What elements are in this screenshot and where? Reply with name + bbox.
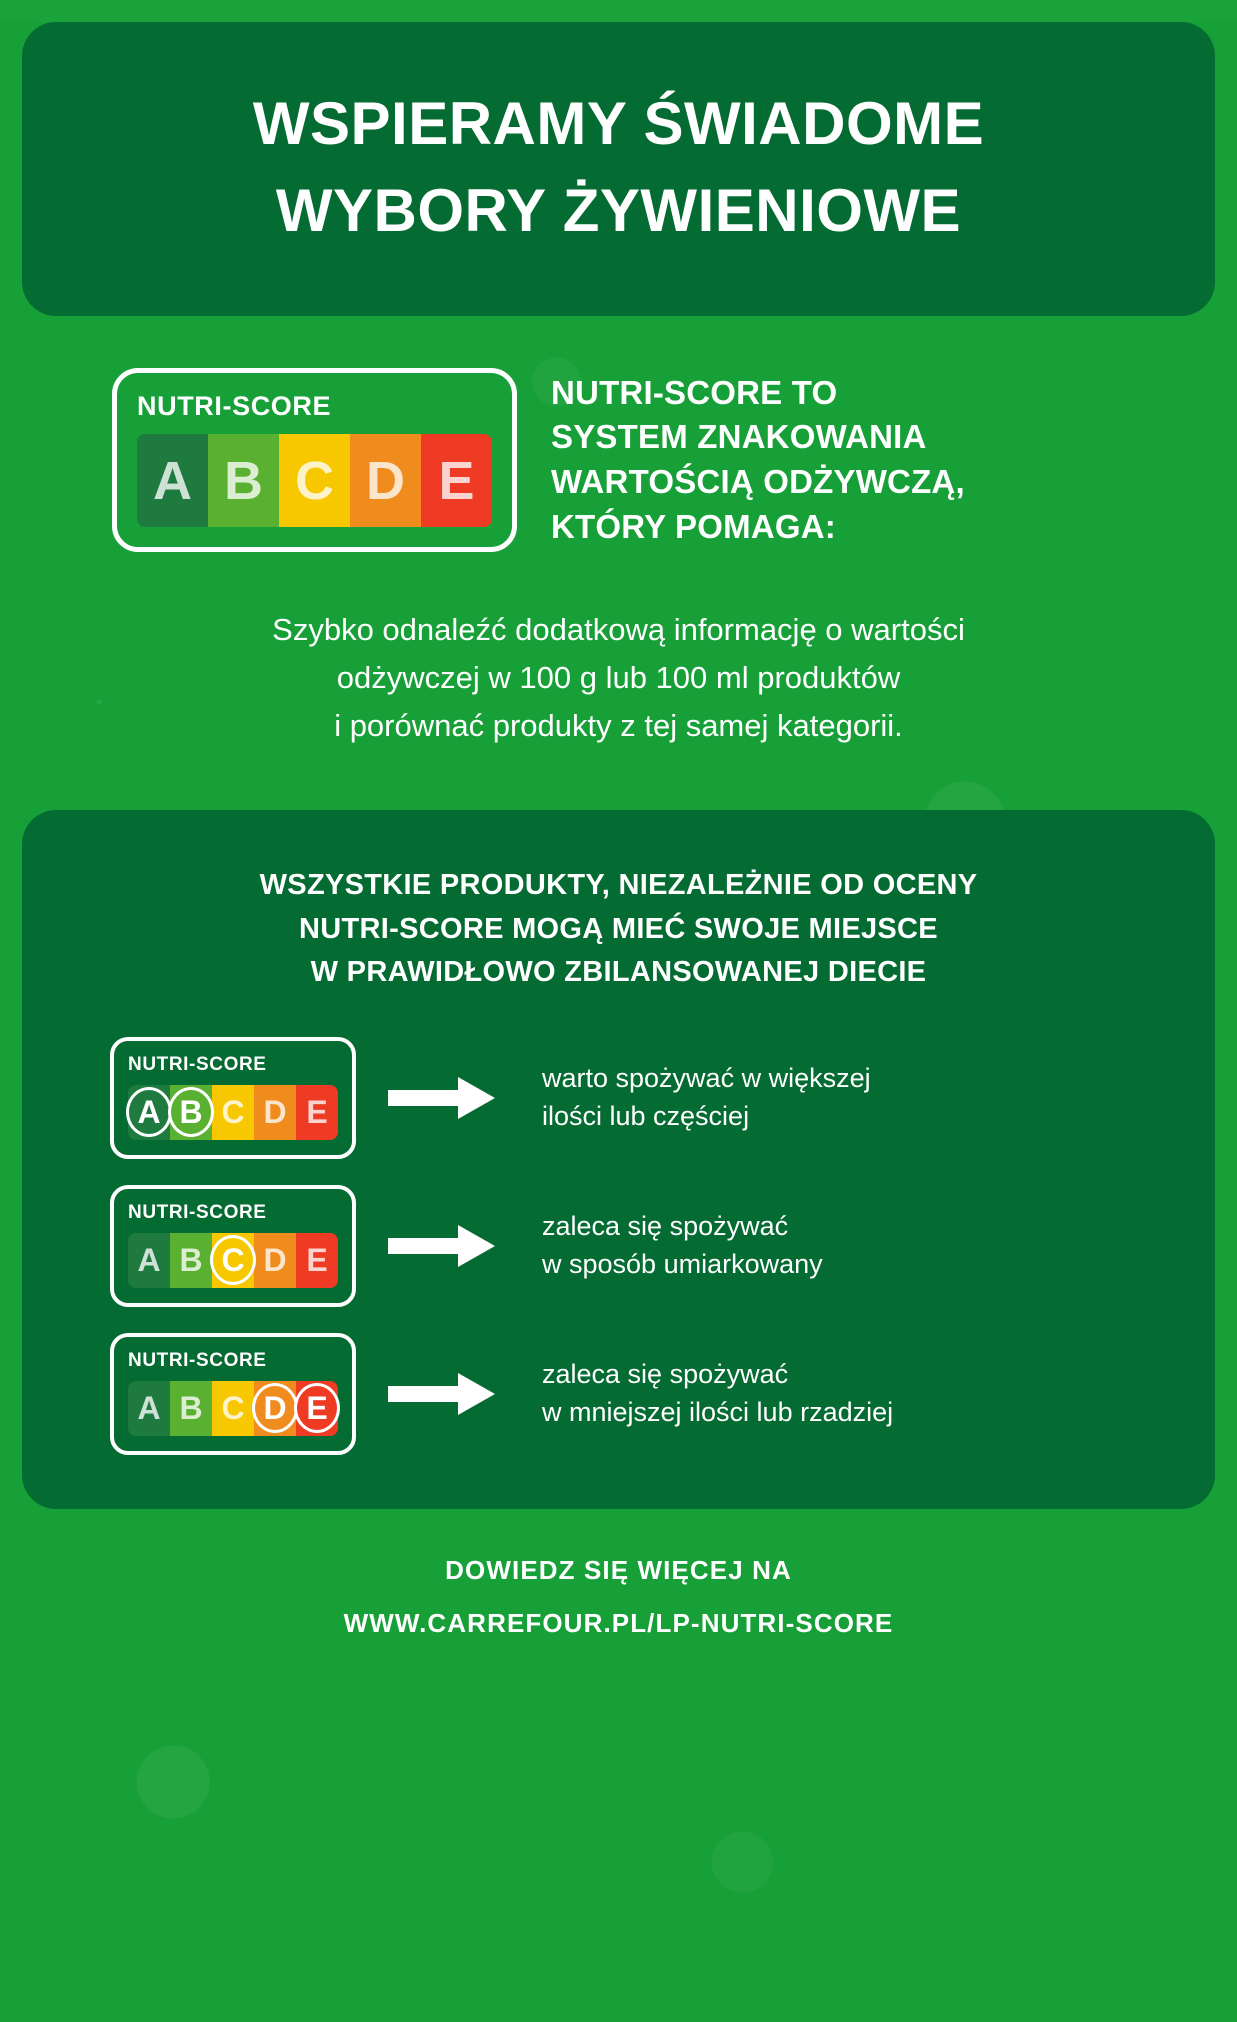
nutri-score-cell-a [128, 1381, 170, 1436]
recommendation-row [68, 1037, 1169, 1159]
nutri-score-letter-e: E [306, 1241, 328, 1278]
nutri-score-cell-a [128, 1085, 170, 1140]
nutri-score-letter-b: B [179, 1093, 203, 1130]
nutri-score-badge-title: NUTRI-SCORE [128, 1349, 267, 1371]
nutri-score-cell-b [170, 1085, 212, 1140]
nutri-score-cell-c [212, 1381, 254, 1436]
arrow-right-icon [388, 1371, 496, 1417]
recommendation-text [528, 1356, 1169, 1431]
recommendations-panel [22, 810, 1215, 1509]
nutri-score-cell-d [254, 1085, 296, 1140]
nutri-score-letter-d: D [366, 450, 405, 511]
nutri-score-letter-c: C [295, 450, 334, 511]
intro-text-line-2: SYSTEM ZNAKOWANIA [551, 418, 927, 456]
nutri-score-scale [128, 1381, 338, 1436]
nutri-score-cell-c [279, 434, 350, 527]
page-title [62, 80, 1175, 254]
recommendation-text-line-1: warto spożywać w większej [542, 1063, 871, 1094]
lead-line-1: Szybko odnaleźć dodatkową informację o wartości [272, 612, 965, 647]
nutri-score-badge-c [110, 1185, 356, 1307]
nutri-score-cell-d [254, 1381, 296, 1436]
nutri-score-cell-a [128, 1233, 170, 1288]
nutri-score-letter-a: A [137, 1241, 161, 1278]
intro-text-line-3: WARTOŚCIĄ ODŻYWCZĄ, [551, 463, 965, 500]
nutri-score-cell-b [170, 1381, 212, 1436]
panel-heading-line-2: NUTRI-SCORE MOGĄ MIEĆ SWOJE MIEJSCE [299, 912, 938, 945]
page-title-line-1: WSPIERAMY ŚWIADOME [252, 90, 985, 157]
nutri-score-letter-c: C [221, 1389, 245, 1426]
nutri-score-cell-b [170, 1233, 212, 1288]
nutri-score-letter-c: C [221, 1241, 245, 1278]
nutri-score-cell-d [350, 434, 421, 527]
arrow-wrap [382, 1371, 502, 1417]
nutri-score-letter-d: D [263, 1389, 287, 1426]
recommendation-text-line-1: zaleca się spożywać [542, 1211, 789, 1242]
panel-heading-line-1: WSZYSTKIE PRODUKTY, NIEZALEŻNIE OD OCENY [259, 869, 978, 902]
footer [22, 1555, 1215, 1639]
nutri-score-cell-e [296, 1381, 338, 1436]
lead-line-3: i porównać produkty z tej samej kategorii. [334, 708, 903, 744]
recommendation-text-line-1: zaleca się spożywać [542, 1359, 789, 1390]
nutri-score-cell-c [212, 1233, 254, 1288]
intro-row [22, 368, 1215, 552]
nutri-score-cell-e [421, 434, 492, 527]
nutri-score-letter-e: E [306, 1389, 328, 1426]
nutri-score-letter-d: D [263, 1093, 287, 1130]
recommendation-row [68, 1333, 1169, 1455]
recommendation-text [528, 1060, 1169, 1135]
nutri-score-letter-a: A [137, 1389, 161, 1426]
nutri-score-letter-c: C [221, 1093, 245, 1130]
recommendation-text [528, 1208, 1169, 1283]
nutri-score-badge-ab [110, 1037, 356, 1159]
nutri-score-badge-title: NUTRI-SCORE [128, 1053, 267, 1075]
lead-line-2: odżywczej w 100 g lub 100 ml produktów [336, 660, 901, 696]
nutri-score-letter-d: D [263, 1241, 287, 1278]
nutri-score-badge-de [110, 1333, 356, 1455]
nutri-score-letter-a: A [137, 1093, 161, 1130]
nutri-score-scale [137, 434, 492, 527]
nutri-score-badge-title: NUTRI-SCORE [137, 391, 332, 421]
nutri-score-letter-e: E [438, 450, 475, 511]
panel-heading [68, 864, 1169, 995]
nutri-score-scale [128, 1233, 338, 1288]
nutri-score-letter-b: B [179, 1241, 203, 1278]
intro-text [551, 371, 965, 549]
nutri-score-letter-b: B [224, 450, 263, 511]
recommendation-rows [68, 1037, 1169, 1455]
header-card [22, 22, 1215, 316]
nutri-score-letter-e: E [306, 1093, 328, 1130]
nutri-score-cell-e [296, 1233, 338, 1288]
intro-text-line-1: NUTRI-SCORE TO [551, 373, 838, 411]
nutri-score-cell-e [296, 1085, 338, 1140]
nutri-score-letter-b: B [179, 1389, 203, 1426]
recommendation-text-line-2: ilości lub częściej [542, 1100, 750, 1131]
arrow-right-icon [388, 1075, 496, 1121]
arrow-wrap [382, 1075, 502, 1121]
page-title-line-2: WYBORY ŻYWIENIOWE [275, 177, 962, 244]
nutri-score-cell-c [212, 1085, 254, 1140]
recommendation-text-line-2: w sposób umiarkowany [542, 1248, 823, 1279]
nutri-score-cell-a [137, 434, 208, 527]
recommendation-row [68, 1185, 1169, 1307]
arrow-right-icon [388, 1223, 496, 1269]
nutri-score-scale [128, 1085, 338, 1140]
panel-heading-line-3: W PRAWIDŁOWO ZBILANSOWANEJ DIECIE [310, 956, 927, 989]
nutri-score-letter-a: A [153, 450, 192, 511]
footer-url[interactable]: WWW.CARREFOUR.PL/LP-NUTRI-SCORE [343, 1607, 894, 1638]
infographic-page [0, 22, 1237, 2022]
intro-text-line-4: KTÓRY POMAGA: [551, 507, 836, 545]
nutri-score-badge-overview [112, 368, 517, 552]
nutri-score-cell-b [208, 434, 279, 527]
nutri-score-cell-d [254, 1233, 296, 1288]
footer-line-1: DOWIEDZ SIĘ WIĘCEJ NA [445, 1554, 792, 1585]
recommendation-text-line-2: w mniejszej ilości lub rzadziej [542, 1396, 894, 1427]
lead-paragraph [22, 606, 1215, 750]
nutri-score-badge-title: NUTRI-SCORE [128, 1201, 267, 1223]
arrow-wrap [382, 1223, 502, 1269]
